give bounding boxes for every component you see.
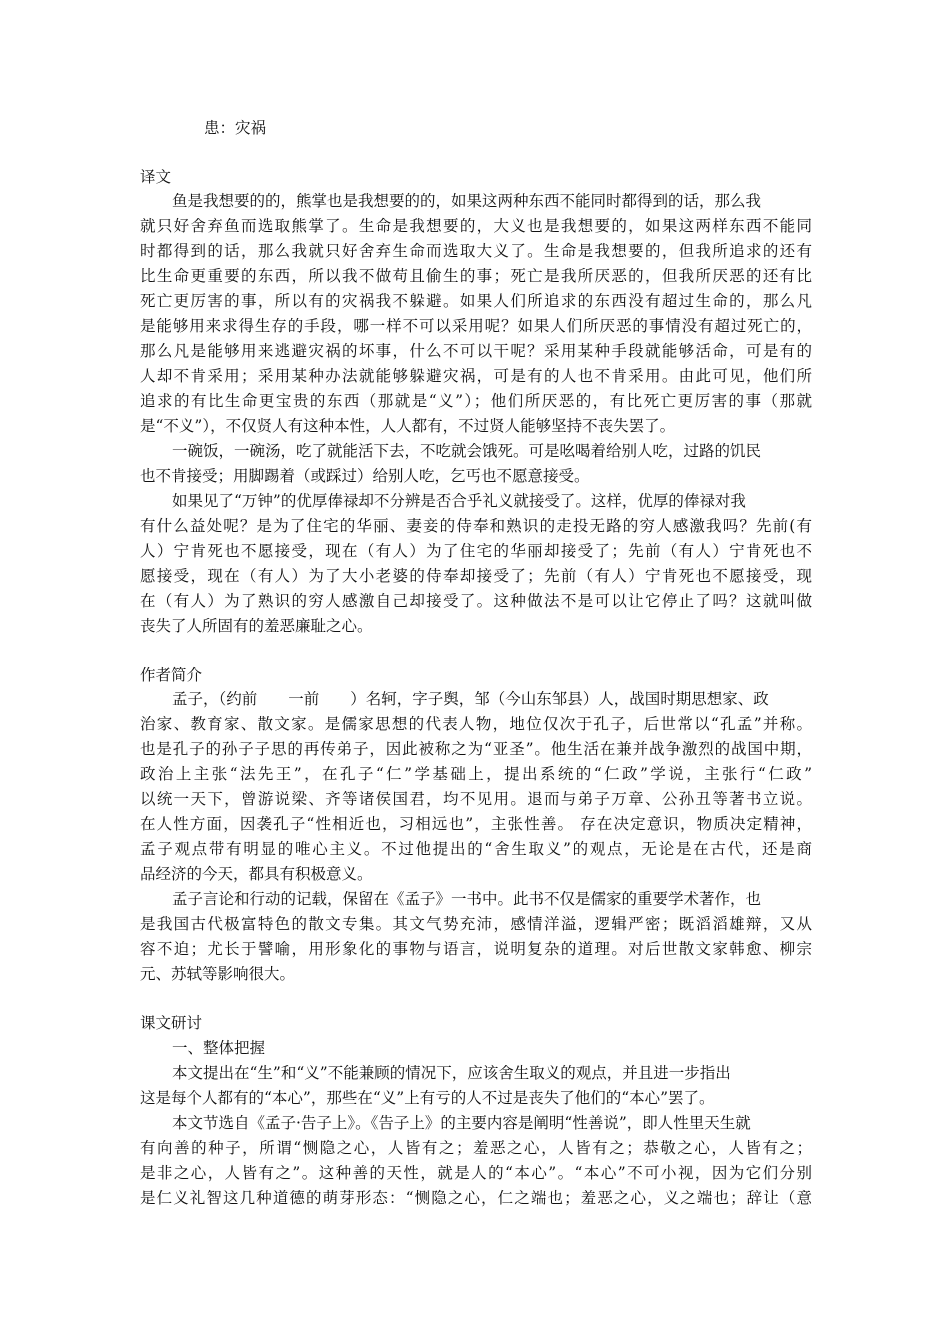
paragraph-line: 死亡更厉害的事，所以有的灾祸我不躲避。如果人们所追求的东西没有超过生命的，那么凡 bbox=[140, 292, 812, 310]
paragraph-line: 追求的有比生命更宝贵的东西（那就是“义”）；他们所厌恶的，有比死亡更厉害的事（那就 bbox=[140, 392, 812, 410]
paragraph-line: 愿接受，现在（有人）为了大小老婆的侍奉却接受了；先前（有人）宁肯死也不愿接受，现 bbox=[140, 567, 812, 585]
paragraph-line: 有什么益处呢？是为了住宅的华丽、妻妾的侍奉和熟识的走投无路的穷人感激我吗？先前(有 bbox=[140, 517, 812, 535]
paragraph-line: 治家、教育家、散文家。是儒家思想的代表人物，地位仅次于孔子，后世常以“孔孟”并称。 bbox=[140, 715, 812, 733]
paragraph-line: 丧失了人所固有的羞恶廉耻之心。 bbox=[140, 617, 373, 635]
paragraph-line: 本文提出在“生”和“义”不能兼顾的情况下，应该舍生取义的观点，并且进一步指出 bbox=[172, 1064, 731, 1082]
paragraph-line: 就只好舍弃鱼而选取熊掌了。生命是我想要的，大义也是我想要的，如果这两样东西不能同 bbox=[140, 217, 812, 235]
paragraph-line: 这是每个人都有的“本心”，那些在“义”上有亏的人不过是丧失了他们的“本心”罢了。 bbox=[140, 1089, 715, 1107]
paragraph-line: 是能够用来求得生存的手段，哪一样不可以采用呢？如果人们所厌恶的事情没有超过死亡的， bbox=[140, 317, 812, 335]
top-note: 患：灾祸 bbox=[204, 119, 267, 137]
paragraph-line: 容不迫；尤长于譬喻，用形象化的事物与语言，说明复杂的道理。对后世散文家韩愈、柳宗 bbox=[140, 940, 812, 958]
paragraph-line: 是仁义礼智这几种道德的萌芽形态：“恻隐之心，仁之端也；羞恶之心，义之端也；辞让（意 bbox=[140, 1189, 812, 1207]
author-heading: 作者简介 bbox=[140, 666, 203, 684]
paragraph-line: 也是孔子的孙子子思的再传弟子，因此被称之为“亚圣”。他生活在兼并战争激烈的战国中期， bbox=[140, 740, 812, 758]
paragraph-line: 在人性方面，因袭孔子“性相近也，习相远也”，主张性善。 存在决定意识，物质决定精神， bbox=[140, 815, 812, 833]
paragraph-line: 人）宁肯死也不愿接受，现在（有人）为了住宅的华丽却接受了；先前（有人）宁肯死也不 bbox=[140, 542, 812, 560]
paragraph-line: 以统一天下，曾游说梁、齐等诸侯国君，均不见用。退而与弟子万章、公孙丑等著书立说。 bbox=[140, 790, 812, 808]
paragraph-line: 孟子，（约前 一前 ）名轲，字子舆，邹（今山东邹县）人，战国时期思想家、政 bbox=[172, 690, 769, 708]
paragraph-line: 比生命更重要的东西，所以我不做苟且偷生的事；死亡是我所厌恶的，但我所厌恶的还有比 bbox=[140, 267, 812, 285]
paragraph-line: 元、苏轼等影响很大。 bbox=[140, 965, 296, 983]
paragraph-line: 在（有人）为了熟识的穷人感激自己却接受了。这种做法不是可以让它停止了吗？这就叫做 bbox=[140, 592, 812, 610]
study-heading: 课文研讨 bbox=[140, 1014, 203, 1032]
paragraph-line: 品经济的今天，都具有积极意义。 bbox=[140, 865, 373, 883]
paragraph-line: 也不肯接受；用脚踢着（或踩过）给别人吃，乞丐也不愿意接受。 bbox=[140, 467, 590, 485]
paragraph-line: 人却不肯采用；采用某种办法就能够躲避灾祸，可是有的人也不肯采用。由此可见，他们所 bbox=[140, 367, 812, 385]
paragraph-line: 本文节选自《孟子·告子上》。《告子上》的主要内容是阐明“性善说”，即人性里天生就 bbox=[172, 1114, 751, 1132]
paragraph-line: 政治上主张“法先王”，在孔子“仁”学基础上，提出系统的“仁政”学说，主张行“仁政” bbox=[140, 765, 812, 783]
paragraph-line: 那么凡是能够用来逃避灾祸的坏事，什么不可以干呢？采用某种手段就能够活命，可是有的 bbox=[140, 342, 812, 360]
translation-heading: 译文 bbox=[140, 168, 172, 186]
paragraph-line: 是我国古代极富特色的散文专集。其文气势充沛，感情洋溢，逻辑严密；既滔滔雄辩，又从 bbox=[140, 915, 812, 933]
paragraph-line: 如果见了“万钟”的优厚俸禄却不分辨是否合乎礼义就接受了。这样，优厚的俸禄对我 bbox=[172, 492, 746, 510]
paragraph-line: 时都得到的话，那么我就只好舍弃生命而选取大义了。生命是我想要的，但我所追求的还有 bbox=[140, 242, 812, 260]
paragraph-line: 有向善的种子，所谓“恻隐之心，人皆有之；羞恶之心，人皆有之；恭敬之心，人皆有之； bbox=[140, 1139, 812, 1157]
paragraph-line: 是“不义”），不仅贤人有这种本性，人人都有，不过贤人能够坚持不丧失罢了。 bbox=[140, 417, 676, 435]
study-subheading: 一、整体把握 bbox=[172, 1039, 266, 1057]
paragraph-line: 一碗饭，一碗汤，吃了就能活下去，不吃就会饿死。可是吆喝着给别人吃，过路的饥民 bbox=[172, 442, 762, 460]
paragraph-line: 鱼是我想要的的，熊掌也是我想要的的，如果这两种东西不能同时都得到的话，那么我 bbox=[172, 192, 762, 210]
paragraph-line: 孟子观点带有明显的唯心主义。不过他提出的“舍生取义”的观点，无论是在古代，还是商 bbox=[140, 840, 812, 858]
paragraph-line: 是非之心，人皆有之”。这种善的天性，就是人的“本心”。“本心”不可小视，因为它们分别 bbox=[140, 1164, 812, 1182]
paragraph-line: 孟子言论和行动的记载，保留在《孟子》一书中。此书不仅是儒家的重要学术著作，也 bbox=[172, 890, 762, 908]
